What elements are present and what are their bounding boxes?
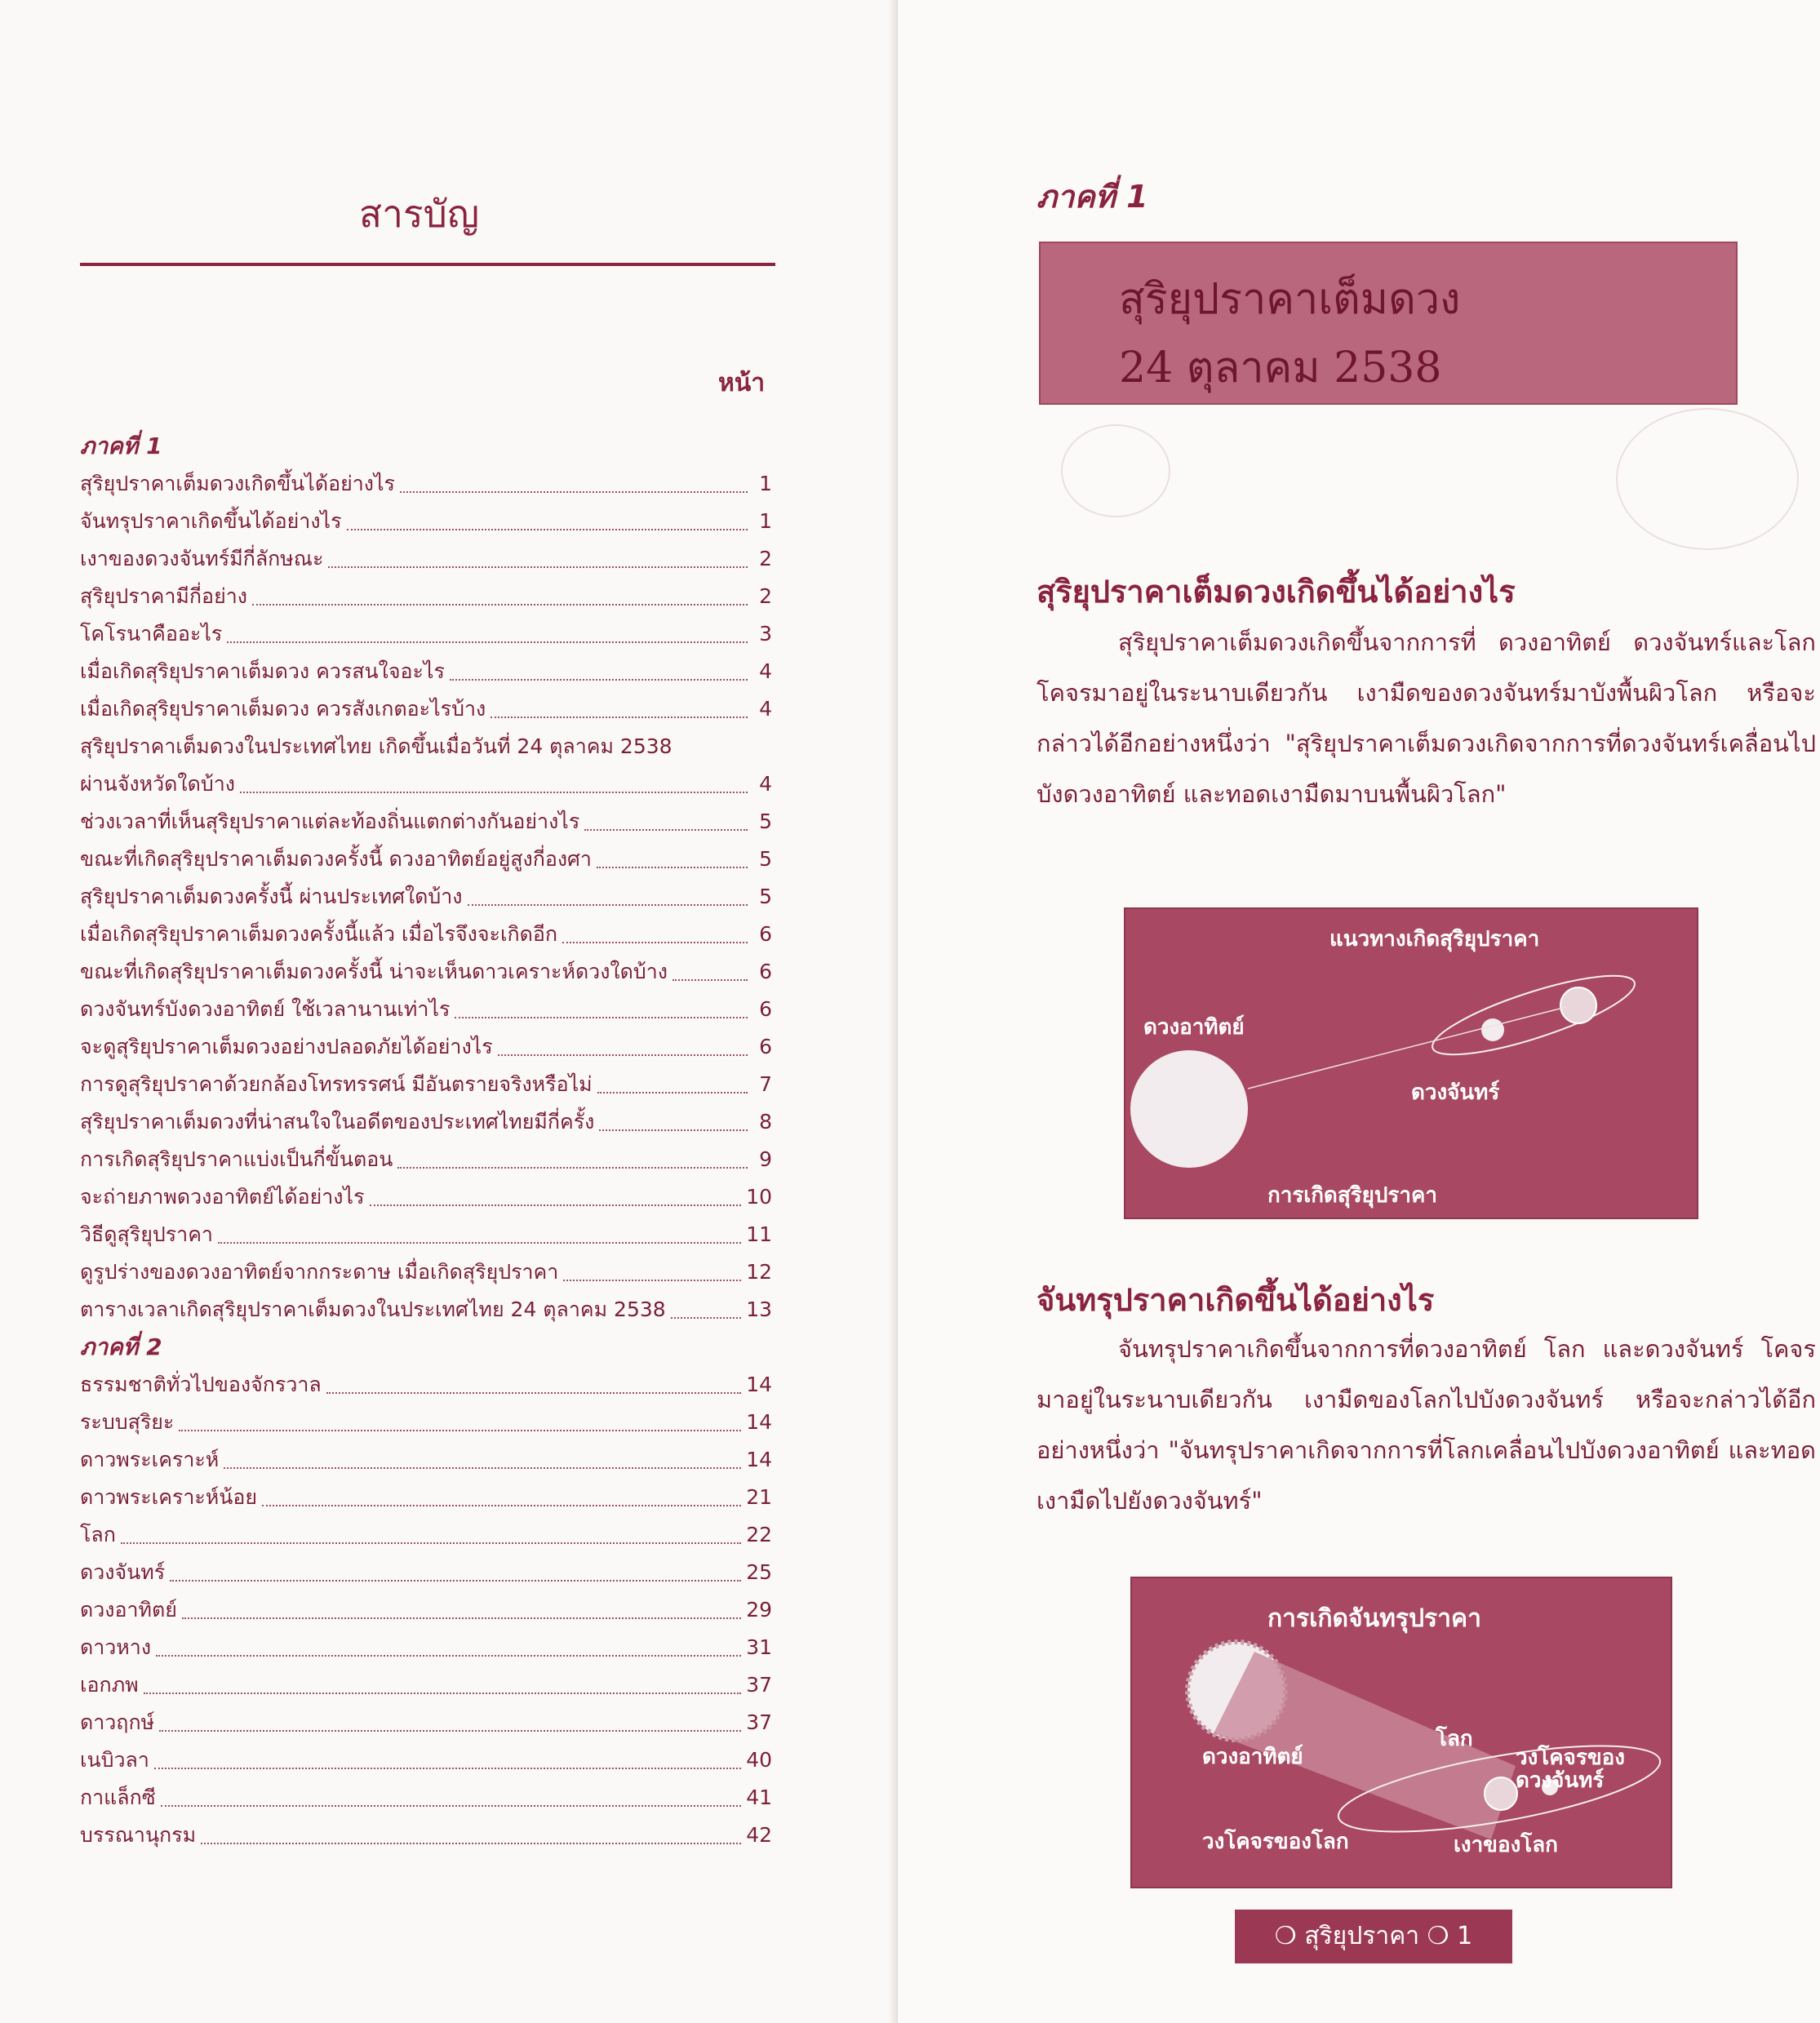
toc-dot-leader: [468, 878, 748, 906]
toc-dot-leader: [252, 578, 748, 606]
title-divider: [80, 263, 775, 266]
toc-dot-leader: [218, 1216, 741, 1244]
toc-dot-leader: [156, 1629, 741, 1657]
toc-entry-page: 9: [759, 1147, 772, 1171]
toc-dot-leader: [161, 1779, 741, 1807]
moon-orbit-label: วงโคจรของดวงจันทร์: [1516, 1746, 1625, 1793]
toc-entry-title: เมื่อเกิดสุริยุปราคาเต็มดวง ควรสนใจอะไร: [80, 659, 445, 683]
toc-entry-title: ดาวพระเคราะห์: [80, 1448, 220, 1471]
toc-entry[interactable]: [80, 1741, 772, 1779]
sun-shape: [1130, 1050, 1248, 1168]
toc-entry[interactable]: [80, 653, 772, 690]
toc-dot-leader: [224, 1441, 741, 1469]
toc-entry-title: ดาวพระเคราะห์น้อย: [80, 1485, 258, 1509]
earth-orbit-label: วงโคจรของโลก: [1202, 1830, 1349, 1854]
light-ray: [1248, 1007, 1566, 1089]
toc-entry[interactable]: [80, 465, 772, 503]
toc-entry-page: 4: [759, 659, 772, 683]
toc-entry[interactable]: [80, 1066, 772, 1103]
toc-dot-leader: [584, 803, 748, 831]
toc-dot-leader: [671, 1291, 742, 1319]
sun-label: ดวงอาทิตย์: [1143, 1015, 1245, 1040]
moon-label: ดวงจันทร์: [1411, 1080, 1500, 1105]
faint-bleed-through-circle: [1616, 408, 1799, 550]
moon-shape: [1481, 1018, 1504, 1041]
toc-entry-page: 10: [746, 1185, 772, 1209]
toc-entry-page: 4: [759, 772, 772, 796]
toc-entry-page: 7: [759, 1072, 772, 1096]
toc-dot-leader: [397, 1141, 748, 1169]
toc-entry-page: 6: [759, 1035, 772, 1058]
toc-entry-page: 5: [759, 885, 772, 908]
toc-entry-title: สุริยุปราคาเต็มดวงเกิดขึ้นได้อย่างไร: [80, 472, 395, 495]
toc-entry[interactable]: [80, 1516, 772, 1554]
toc-dot-leader: [201, 1817, 741, 1844]
toc-entry[interactable]: [80, 1103, 772, 1141]
toc-dot-leader: [673, 953, 748, 981]
solar-eclipse-caption: การเกิดสุริยุปราคา: [1267, 1183, 1437, 1208]
toc-entry-page: 2: [759, 547, 772, 570]
toc-entry[interactable]: [80, 1666, 772, 1704]
toc-entry-page: 1: [759, 509, 772, 533]
toc-entry-page: 2: [759, 584, 772, 608]
toc-dot-leader: [326, 1366, 741, 1394]
toc-entry[interactable]: [80, 503, 772, 540]
toc-entry-page: 31: [746, 1635, 772, 1659]
toc-entry-title: ดาวฤกษ์: [80, 1710, 155, 1734]
toc-entry-page: 6: [759, 922, 772, 946]
toc-entry-title: จะดูสุริยุปราคาเต็มดวงอย่างปลอดภัยได้อย่างไร: [80, 1035, 493, 1058]
toc-entry-page: 14: [746, 1410, 772, 1434]
banner-title: สุริยุปราคาเต็มดวง: [1119, 275, 1461, 324]
toc-entry-page: 13: [746, 1298, 772, 1321]
toc-entry-page: 5: [759, 847, 772, 871]
toc-dot-leader: [563, 1253, 741, 1281]
table-of-contents: [80, 428, 772, 1854]
toc-entry-page: 11: [746, 1222, 772, 1246]
toc-entry[interactable]: [80, 1291, 772, 1329]
toc-title: สารบัญ: [359, 192, 480, 236]
toc-dot-leader: [347, 503, 748, 530]
faint-bleed-through-circle: [1061, 424, 1170, 517]
toc-entry[interactable]: [80, 690, 772, 728]
toc-entry[interactable]: [80, 1591, 772, 1629]
toc-entry[interactable]: [80, 1216, 772, 1253]
toc-dot-leader: [400, 465, 748, 493]
toc-dot-leader: [182, 1591, 741, 1619]
toc-entry-title: บรรณานุกรม: [80, 1823, 197, 1847]
toc-entry[interactable]: [80, 803, 772, 841]
toc-entry[interactable]: [80, 916, 772, 953]
page-column-header: หน้า: [718, 369, 766, 397]
earth-shape: [1485, 1777, 1517, 1810]
title-banner: [1039, 242, 1738, 405]
toc-entry[interactable]: [80, 1479, 772, 1516]
toc-entry-title: โลก: [80, 1523, 116, 1546]
toc-entry-page: 40: [746, 1748, 772, 1772]
toc-entry-title: ขณะที่เกิดสุริยุปราคาเต็มดวงครั้งนี้ ดวงอาทิตย์อยู่สูงกี่องศา: [80, 847, 592, 871]
toc-entry[interactable]: [80, 615, 772, 653]
toc-entry-title: สุริยุปราคาเต็มดวงครั้งนี้ ผ่านประเทศใดบ้าง: [80, 885, 463, 908]
toc-entry-title: ขณะที่เกิดสุริยุปราคาเต็มดวงครั้งนี้ น่าจะเห็นดาวเคราะห์ดวงใดบ้าง: [80, 960, 668, 983]
earth-shadow-label: เงาของโลก: [1454, 1833, 1558, 1857]
toc-entry-page: 1: [759, 472, 772, 495]
toc-entry-title: ตารางเวลาเกิดสุริยุปราคาเต็มดวงในประเทศไทย 24 ตุลาคม 2538: [80, 1298, 666, 1321]
toc-dot-leader: [144, 1666, 742, 1694]
solar-eclipse-paragraph: [1037, 617, 1816, 819]
toc-entry-title: โคโรนาคืออะไร: [80, 622, 223, 645]
toc-dot-leader: [599, 1103, 748, 1131]
toc-entry-page: 37: [746, 1710, 772, 1734]
toc-entry[interactable]: [80, 991, 772, 1028]
lunar-eclipse-figure: [1130, 1577, 1672, 1888]
left-page: [0, 0, 898, 2023]
solar-eclipse-text: สุริยุปราคาเต็มดวงเกิดขึ้นจากการที่ ดวงอาทิตย์ ดวงจันทร์และโลก โคจรมาอยู่ในระนาบเดียวกัน เงามืดของดวงจันทร์มาบังพื้นผิวโลก หรือจะกล่าวได้อีกอย่างหนึ่งว่า "สุริยุปราคาเต็มดวงเกิดจากการที่ดวงจันทร์เคลื่อนไปบังดวงอาทิตย์ และทอดเงามืดมาบนพื้นผิวโลก": [1037, 628, 1816, 808]
toc-entry-page: 22: [746, 1523, 772, 1546]
toc-entry-page: 37: [746, 1673, 772, 1697]
toc-entry-page: 5: [759, 810, 772, 833]
toc-entry-title: ดวงอาทิตย์: [80, 1598, 177, 1622]
toc-entry-title: กาแล็กซี: [80, 1786, 156, 1809]
toc-entry[interactable]: [80, 1779, 772, 1817]
toc-dot-leader: [498, 1028, 748, 1056]
toc-entry-title: ธรรมชาติทั่วไปของจักรวาล: [80, 1373, 322, 1396]
toc-dot-leader: [328, 540, 748, 568]
toc-entry-title: การดูสุริยุปราคาด้วยกล้องโทรทรรศน์ มีอันตรายจริงหรือไม่: [80, 1072, 593, 1096]
toc-entry[interactable]: [80, 1253, 772, 1291]
section-heading-lunar-eclipse: จันทรุปราคาเกิดขึ้นได้อย่างไร: [1037, 1282, 1435, 1318]
toc-entry[interactable]: [80, 1366, 772, 1404]
toc-entry[interactable]: [80, 841, 772, 878]
earth-label: โลก: [1436, 1727, 1473, 1751]
toc-entry-title: ดวงจันทร์: [80, 1560, 166, 1584]
toc-entry[interactable]: [80, 878, 772, 916]
toc-entry-page: 42: [746, 1823, 772, 1847]
toc-dot-leader: [179, 1404, 741, 1431]
toc-dot-leader: [597, 1066, 748, 1094]
toc-entry[interactable]: [80, 1704, 772, 1741]
toc-entry[interactable]: [80, 1817, 772, 1854]
toc-dot-leader: [154, 1741, 741, 1769]
toc-entry-title: สุริยุปราคาเต็มดวงที่น่าสนใจในอดีตของประเทศไทยมีกี่ครั้ง: [80, 1110, 595, 1134]
toc-entry[interactable]: [80, 728, 772, 765]
toc-entry-title: เนบิวลา: [80, 1748, 149, 1772]
lunar-eclipse-title: การเกิดจันทรุปราคา: [1267, 1604, 1481, 1633]
toc-dot-leader: [455, 991, 748, 1018]
banner-date: 24 ตุลาคม 2538: [1119, 344, 1442, 393]
toc-entry-page: 6: [759, 997, 772, 1021]
toc-entry[interactable]: [80, 1178, 772, 1216]
toc-entry-title: ดวงจันทร์บังดวงอาทิตย์ ใช้เวลานานเท่าไร: [80, 997, 451, 1021]
toc-entry-title: จันทรุปราคาเกิดขึ้นได้อย่างไร: [80, 509, 342, 533]
toc-entry[interactable]: [80, 1554, 772, 1591]
toc-entry-title: ระบบสุริยะ: [80, 1410, 175, 1434]
toc-entry[interactable]: [80, 540, 772, 578]
toc-dot-leader: [450, 653, 748, 681]
toc-entry[interactable]: [80, 578, 772, 615]
toc-entry-title: ช่วงเวลาที่เห็นสุริยุปราคาแต่ละท้องถิ่นแตกต่างกันอย่างไร: [80, 810, 580, 833]
toc-dot-leader: [562, 916, 748, 943]
toc-entry-page: 12: [746, 1260, 772, 1284]
toc-part-heading: ภาคที่ 2: [80, 1333, 162, 1360]
toc-dot-leader: [491, 690, 748, 718]
toc-entry-title: เมื่อเกิดสุริยุปราคาเต็มดวง ควรสังเกตอะไรบ้าง: [80, 697, 486, 721]
toc-entry-title: เอกภพ: [80, 1673, 139, 1697]
toc-dot-leader: [240, 765, 748, 793]
toc-entry-title: สุริยุปราคาเต็มดวงในประเทศไทย เกิดขึ้นเมื่อวันที่ 24 ตุลาคม 2538: [80, 734, 673, 758]
toc-entry[interactable]: [80, 1141, 772, 1178]
toc-entry[interactable]: [80, 765, 772, 803]
toc-entry-page: 3: [759, 622, 772, 645]
toc-entry-title: การเกิดสุริยุปราคาแบ่งเป็นกี่ขั้นตอน: [80, 1147, 393, 1171]
toc-dot-leader: [159, 1704, 741, 1732]
toc-entry-page: 25: [746, 1560, 772, 1584]
section-heading-solar-eclipse: สุริยุปราคาเต็มดวงเกิดขึ้นได้อย่างไร: [1037, 574, 1516, 610]
solar-eclipse-figure: [1124, 907, 1698, 1219]
toc-entry[interactable]: [80, 1028, 772, 1066]
lunar-eclipse-paragraph: [1037, 1324, 1816, 1526]
toc-entry-page: 8: [759, 1110, 772, 1134]
toc-entry-page: 21: [746, 1485, 772, 1509]
toc-entry[interactable]: [80, 1629, 772, 1666]
sun-label: ดวงอาทิตย์: [1202, 1745, 1303, 1769]
toc-entry[interactable]: [80, 1404, 772, 1441]
toc-entry-title: ดูรูปร่างของดวงอาทิตย์จากกระดาษ เมื่อเกิดสุริยุปราคา: [80, 1260, 559, 1284]
toc-entry-title: สุริยุปราคามีกี่อย่าง: [80, 584, 247, 608]
toc-dot-leader: [170, 1554, 741, 1582]
toc-entry-title: เมื่อเกิดสุริยุปราคาเต็มดวงครั้งนี้แล้ว เมื่อไรจึงจะเกิดอีก: [80, 922, 558, 946]
toc-entry-page: 14: [746, 1373, 772, 1396]
toc-dot-leader: [597, 841, 748, 868]
toc-entry-page: 6: [759, 960, 772, 983]
toc-dot-leader: [121, 1516, 741, 1544]
toc-entry-page: 14: [746, 1448, 772, 1471]
toc-entry-page: 4: [759, 697, 772, 721]
toc-entry-page: 29: [746, 1598, 772, 1622]
toc-entry-title: เงาของดวงจันทร์มีกี่ลักษณะ: [80, 547, 324, 570]
toc-entry-title: จะถ่ายภาพดวงอาทิตย์ได้อย่างไร: [80, 1185, 365, 1209]
toc-entry-title: ผ่านจังหวัดใดบ้าง: [80, 772, 235, 796]
right-page: [898, 0, 1820, 2023]
eclipse-path-label: แนวทางเกิดสุริยุปราคา: [1329, 927, 1540, 952]
toc-entry-title: วิธีดูสุริยุปราคา: [80, 1222, 213, 1246]
toc-entry[interactable]: [80, 953, 772, 991]
earth-shape: [1560, 987, 1596, 1023]
toc-part-heading: ภาคที่ 1: [80, 433, 162, 459]
toc-entry-title: ดาวหาง: [80, 1635, 152, 1659]
lunar-eclipse-text: จันทรุปราคาเกิดขึ้นจากการที่ดวงอาทิตย์ โลก และดวงจันทร์ โคจรมาอยู่ในระนาบเดียวกัน เงามืดของโลกไปบังดวงจันทร์ หรือจะกล่าวได้อีกอย่างหนึ่งว่า "จันทรุปราคาเกิดจากการที่โลกเคลื่อนไปบังดวงอาทิตย์ และทอดเงามืดไปยังดวงจันทร์": [1037, 1335, 1816, 1515]
part-heading: ภาคที่ 1: [1037, 179, 1148, 215]
toc-entry-page: 41: [746, 1786, 772, 1809]
page-footer: ❍ สุริยุปราคา ❍ 1: [1235, 1910, 1512, 1963]
toc-dot-leader: [262, 1479, 741, 1506]
toc-entry[interactable]: [80, 1441, 772, 1479]
toc-dot-leader: [227, 615, 748, 643]
toc-dot-leader: [370, 1178, 742, 1206]
